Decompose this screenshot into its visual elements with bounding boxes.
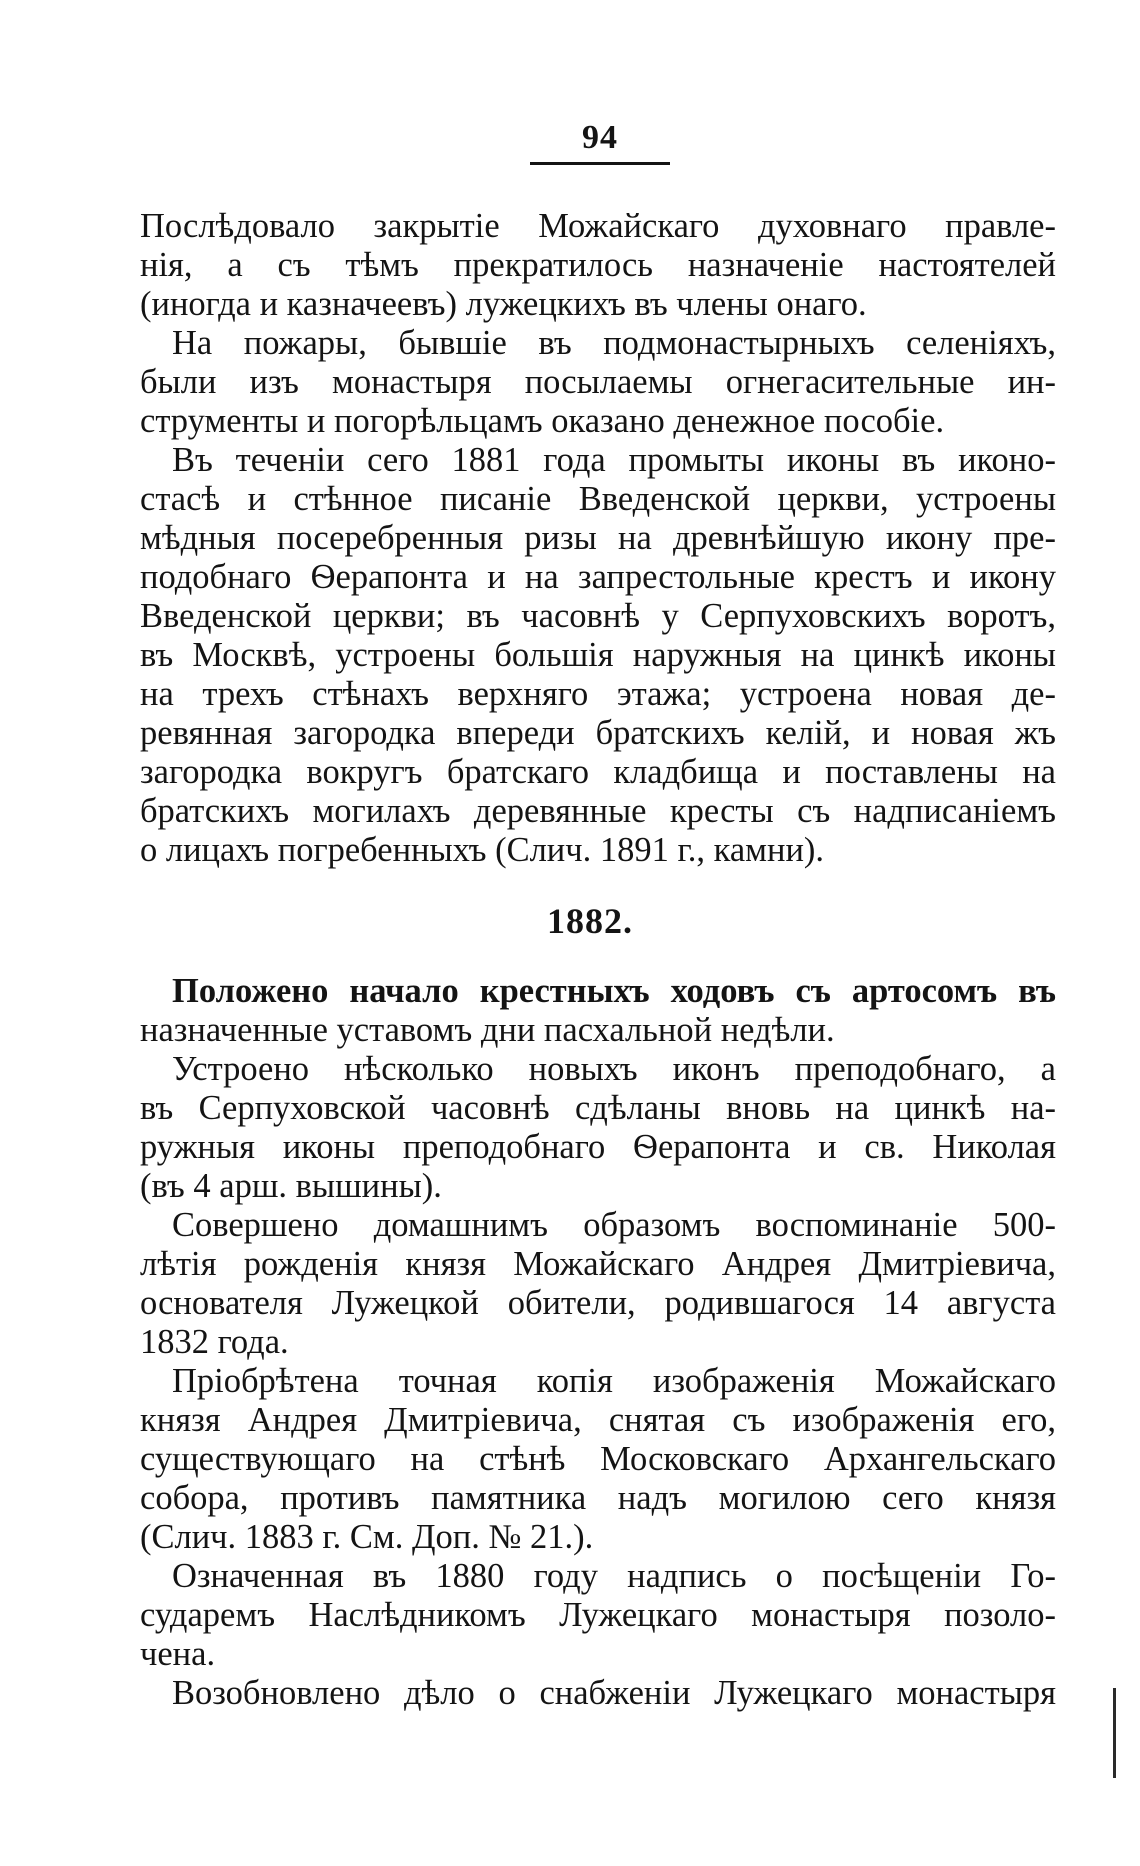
text-line: Положено начало крестныхъ ходовъ съ артосомъ въ [172, 972, 1056, 1010]
text-line: Въ теченіи сего 1881 года промыты иконы въ иконо- [172, 441, 1056, 479]
text-line: ревянная загородка впереди братскихъ келій, и новая жъ [140, 714, 1056, 752]
scan-edge-mark [1113, 1688, 1116, 1778]
page-number-underline [530, 162, 670, 165]
section-1881-text [140, 207, 1056, 870]
text-line: На пожары, бывшіе въ подмонастырныхъ селеніяхъ, [172, 324, 1056, 362]
text-line: 1832 года. [140, 1323, 289, 1361]
text-line: загородка вокругъ братскаго кладбища и поставлены на [140, 753, 1056, 791]
text-line: (иногда и казначеевъ) лужецкихъ въ члены онаго. [140, 285, 867, 323]
section-1882-text [140, 972, 1056, 1713]
text-line: Введенской церкви; въ часовнѣ у Серпуховскихъ воротъ, [140, 597, 1056, 635]
text-line: лѣтія рожденія князя Можайскаго Андрея Дмитріевича, [140, 1245, 1056, 1283]
text-line: стасѣ и стѣнное писаніе Введенской церкви, устроены [140, 480, 1056, 518]
text-line: о лицахъ погребенныхъ (Слич. 1891 г., камни). [140, 831, 825, 869]
text-line: Устроено нѣсколько новыхъ иконъ преподобнаго, а [172, 1050, 1056, 1088]
text-line: князя Андрея Дмитріевича, снятая съ изображенія его, [140, 1401, 1056, 1439]
text-line: Послѣдовало закрытіе Можайскаго духовнаго правле- [140, 207, 1056, 245]
text-line: Пріобрѣтена точная копія изображенія Можайскаго [172, 1362, 1056, 1400]
text-line: чена. [140, 1635, 216, 1673]
text-line: братскихъ могилахъ деревянные кресты съ надписаніемъ [140, 792, 1056, 830]
text-line: назначенные уставомъ дни пасхальной недѣли. [140, 1011, 835, 1049]
text-line: основателя Лужецкой обители, родившагося 14 августа [140, 1284, 1056, 1322]
text-line: (Слич. 1883 г. См. Доп. № 21.). [140, 1518, 594, 1556]
text-line: были изъ монастыря посылаемы огнегасительные ин- [140, 363, 1056, 401]
text-line: подобнаго Ѳерапонта и на запрестольные крестъ и икону [140, 558, 1056, 596]
text-line: Возобновлено дѣло о снабженіи Лужецкаго монастыря [172, 1674, 1056, 1712]
text-line: собора, противъ памятника надъ могилою сего князя [140, 1479, 1056, 1517]
text-line: сударемъ Наслѣдникомъ Лужецкаго монастыря позоло- [140, 1596, 1056, 1634]
text-line: Совершено домашнимъ образомъ воспоминаніе 500- [172, 1206, 1056, 1244]
text-line: (въ 4 арш. вышины). [140, 1167, 442, 1205]
text-line: Означенная въ 1880 году надпись о посѣщеніи Го- [172, 1557, 1056, 1595]
text-line: ружныя иконы преподобнаго Ѳерапонта и св. Николая [140, 1128, 1056, 1166]
year-heading: 1882. [547, 901, 633, 941]
text-line: въ Серпуховской часовнѣ сдѣланы вновь на цинкѣ на- [140, 1089, 1056, 1127]
text-line: струменты и погорѣльцамъ оказано денежное пособіе. [140, 402, 945, 440]
text-line: мѣдныя посеребренныя ризы на древнѣйшую икону пре- [140, 519, 1056, 557]
text-line: существующаго на стѣнѣ Московскаго Архангельскаго [140, 1440, 1056, 1478]
text-line: въ Москвѣ, устроены большія наружныя на цинкѣ иконы [140, 636, 1056, 674]
text-line: нія, а съ тѣмъ прекратилось назначеніе настоятелей [140, 246, 1056, 284]
page-number: 94 [582, 119, 618, 156]
text-line: на трехъ стѣнахъ верхняго этажа; устроена новая де- [140, 675, 1056, 713]
